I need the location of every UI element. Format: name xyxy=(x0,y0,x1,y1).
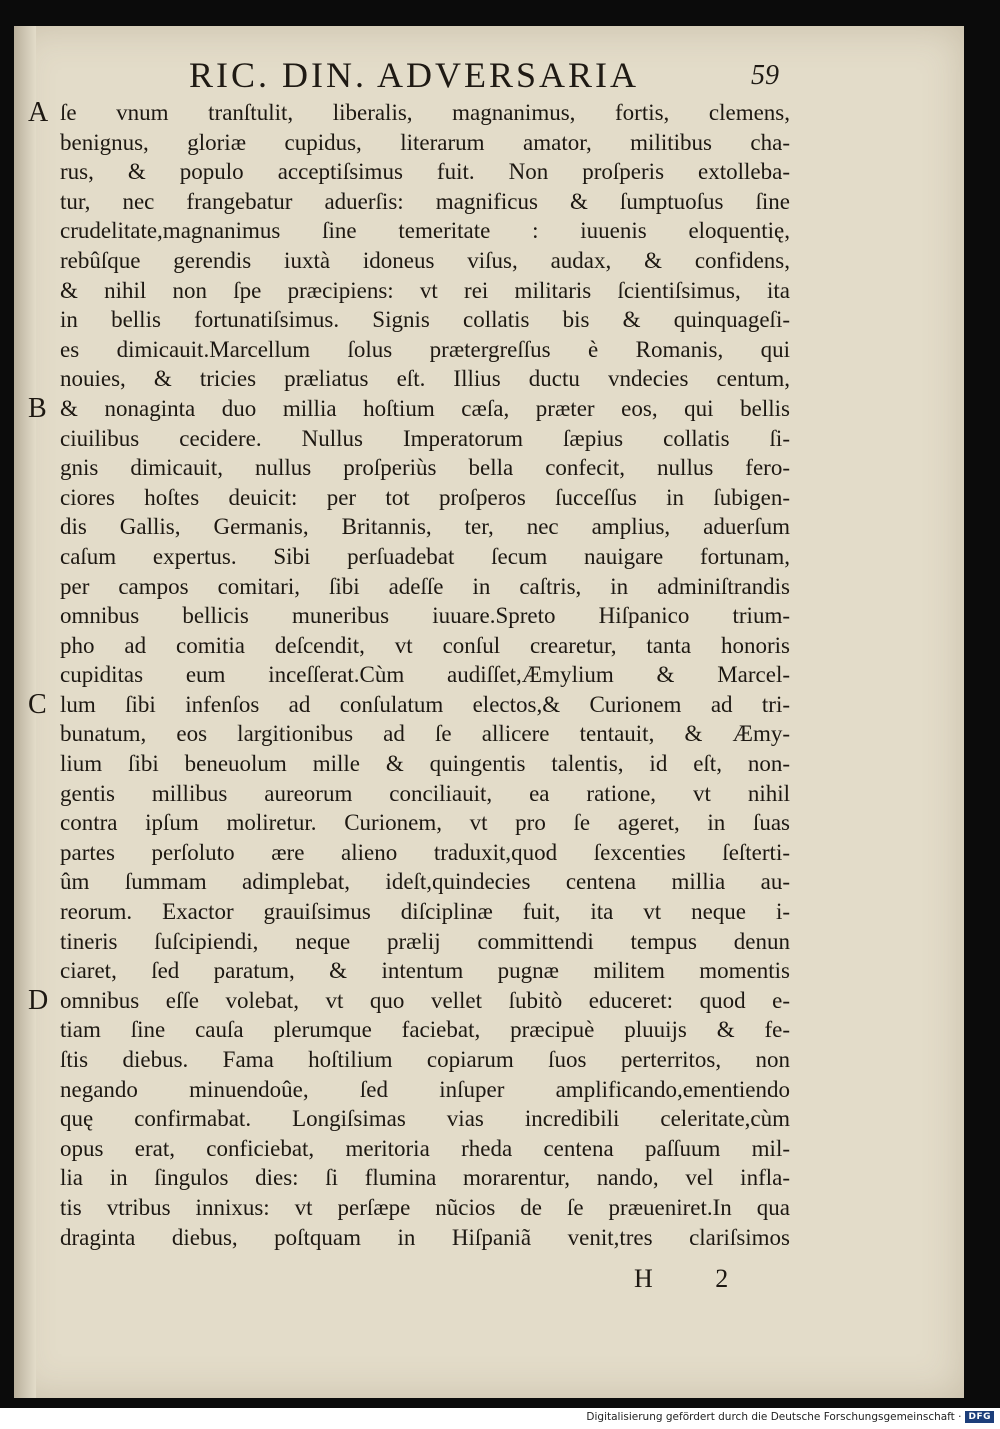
text-line xyxy=(60,128,790,158)
text-line xyxy=(60,246,790,276)
text-line xyxy=(60,1075,790,1105)
text-line xyxy=(60,867,790,897)
text-line xyxy=(60,424,790,454)
line-text: rebûſque gerendis iuxtà idoneus viſus, audax, & confidens, xyxy=(60,247,790,273)
text-line xyxy=(60,216,790,246)
text-line xyxy=(28,984,790,1016)
dfg-logo: DFG xyxy=(965,1411,994,1423)
text-line xyxy=(60,1015,790,1045)
page-number: 59 xyxy=(751,60,779,91)
text-line xyxy=(60,157,790,187)
line-text: ciaret, ſed paratum, & intentum pugnæ militem momentis xyxy=(60,958,790,984)
line-text: omnibus bellicis muneribus iuuare.Spreto Hiſpanico trium- xyxy=(60,603,790,629)
line-text: nouies, & tricies præliatus eſt. Illius ductu vndecies centum, xyxy=(60,366,790,392)
line-text: omnibus eſſe volebat, vt quo vellet ſubitò educeret: quod e- xyxy=(60,987,790,1013)
section-marker: C xyxy=(28,688,47,720)
line-text: & nonaginta duo millia hoſtium cæſa, præter eos, qui bellis xyxy=(60,395,790,421)
line-text: ûm ſummam adimplebat, ideſt,quindecies centena millia au- xyxy=(60,869,790,895)
text-line xyxy=(60,601,790,631)
line-text: & nihil non ſpe præcipiens: vt rei militaris ſcientiſsimus, ita xyxy=(60,277,790,303)
line-text: ſe vnum tranſtulit, liberalis, magnanimus, fortis, clemens, xyxy=(60,100,790,125)
text-line xyxy=(60,335,790,365)
line-text: draginta diebus, poſtquam in Hiſpaniã venit,tres clariſsimos xyxy=(60,1224,790,1250)
line-text: per campos comitari, ſibi adeſſe in caſtris, in adminiſtrandis xyxy=(60,573,790,599)
line-text: ciuilibus cecidere. Nullus Imperatorum ſæpius collatis ſi- xyxy=(60,425,790,451)
text-line xyxy=(60,927,790,957)
line-text: quę confirmabat. Longiſsimas vias incredibili celeritate,cùm xyxy=(60,1106,790,1132)
line-text: tis vtribus innixus: vt perſæpe nũcios de ſe præueniret.In qua xyxy=(60,1194,790,1220)
line-text: lium ſibi beneuolum mille & quingentis talentis, id eſt, non- xyxy=(60,751,790,777)
text-line xyxy=(60,483,790,513)
text-line xyxy=(60,956,790,986)
text-line xyxy=(28,392,790,424)
line-text: gnis dimicauit, nullus proſperiùs bella confecit, nullus fero- xyxy=(60,455,790,481)
line-text: opus erat, conficiebat, meritoria rheda centena paſſuum mil- xyxy=(60,1135,790,1161)
text-line xyxy=(60,719,790,749)
text-line xyxy=(60,1104,790,1134)
line-text: crudelitate,magnanimus ſine temeritate : iuuenis eloquentię, xyxy=(60,218,790,244)
digitization-credit xyxy=(586,1411,994,1423)
text-line xyxy=(60,838,790,868)
line-text: rus, & populo acceptiſsimus fuit. Non proſperis extolleba- xyxy=(60,159,790,185)
text-line xyxy=(60,779,790,809)
text-line xyxy=(60,542,790,572)
line-text: tur, nec frangebatur aduerſis: magnificus & ſumptuoſus ſine xyxy=(60,188,790,214)
line-text: tineris ſuſcipiendi, neque prælij committendi tempus denun xyxy=(60,928,790,954)
text-line xyxy=(60,572,790,602)
text-line xyxy=(60,631,790,661)
section-marker: B xyxy=(28,392,47,424)
section-marker: A xyxy=(28,97,49,128)
text-line xyxy=(28,688,790,720)
text-line xyxy=(60,1223,790,1253)
text-line xyxy=(60,660,790,690)
body-text xyxy=(28,97,790,1252)
line-text: tiam ſine cauſa plerumque faciebat, præcipuè pluuijs & fe- xyxy=(60,1017,790,1043)
text-line xyxy=(60,1134,790,1164)
running-head: RIC. DIN. ADVERSARIA xyxy=(188,55,640,95)
line-text: es dimicauit.Marcellum ſolus prætergreſſus è Romanis, qui xyxy=(60,336,790,362)
line-text: lia in ſingulos dies: ſi flumina morarentur, nando, vel infla- xyxy=(60,1165,790,1191)
line-text: contra ipſum moliretur. Curionem, vt pro ſe ageret, in ſuas xyxy=(60,810,790,836)
line-text: bunatum, eos largitionibus ad ſe allicere tentauit, & Æmy- xyxy=(60,721,790,747)
text-line xyxy=(60,305,790,335)
text-line xyxy=(60,276,790,306)
text-line xyxy=(60,1193,790,1223)
line-text: ſtis diebus. Fama hoſtilium copiarum ſuos perterritos, non xyxy=(60,1047,790,1072)
signature-mark: H 2 xyxy=(634,1264,757,1293)
credit-text: Digitalisierung gefördert durch die Deutsche Forschungsgemeinschaft · xyxy=(586,1411,962,1423)
text-line xyxy=(60,897,790,927)
line-text: benignus, gloriæ cupidus, literarum amator, militibus cha- xyxy=(60,129,790,155)
text-line xyxy=(60,512,790,542)
text-line xyxy=(60,749,790,779)
text-line xyxy=(60,453,790,483)
line-text: pho ad comitia deſcendit, vt conſul crearetur, tanta honoris xyxy=(60,632,790,658)
line-text: dis Gallis, Germanis, Britannis, ter, nec amplius, aduerſum xyxy=(60,514,790,540)
line-text: partes perſoluto ære alieno traduxit,quod ſexcenties ſeſterti- xyxy=(60,839,790,865)
text-line xyxy=(28,97,790,128)
text-line xyxy=(60,808,790,838)
line-text: ciores hoſtes deuicit: per tot proſperos ſucceſſus in ſubigen- xyxy=(60,484,790,510)
text-line xyxy=(60,1163,790,1193)
line-text: reorum. Exactor grauiſsimus diſciplinæ fuit, ita vt neque i- xyxy=(60,899,790,925)
page-footer xyxy=(14,1264,964,1304)
line-text: caſum expertus. Sibi perſuadebat ſecum nauigare fortunam, xyxy=(60,543,790,569)
line-text: negando minuendoûe, ſed inſuper amplificando,ementiendo xyxy=(60,1076,790,1102)
line-text: in bellis fortunatiſsimus. Signis collatis bis & quinquageſi- xyxy=(60,307,790,333)
text-line xyxy=(60,364,790,394)
line-text: cupiditas eum inceſſerat.Cùm audiſſet,Æmylium & Marcel- xyxy=(60,662,790,688)
line-text: lum ſibi infenſos ad conſulatum electos,& Curionem ad tri- xyxy=(60,691,790,717)
text-line xyxy=(60,187,790,217)
section-marker: D xyxy=(28,984,49,1016)
book-page xyxy=(14,26,964,1398)
text-line xyxy=(60,1045,790,1075)
line-text: gentis millibus aureorum conciliauit, ea ratione, vt nihil xyxy=(60,780,790,806)
